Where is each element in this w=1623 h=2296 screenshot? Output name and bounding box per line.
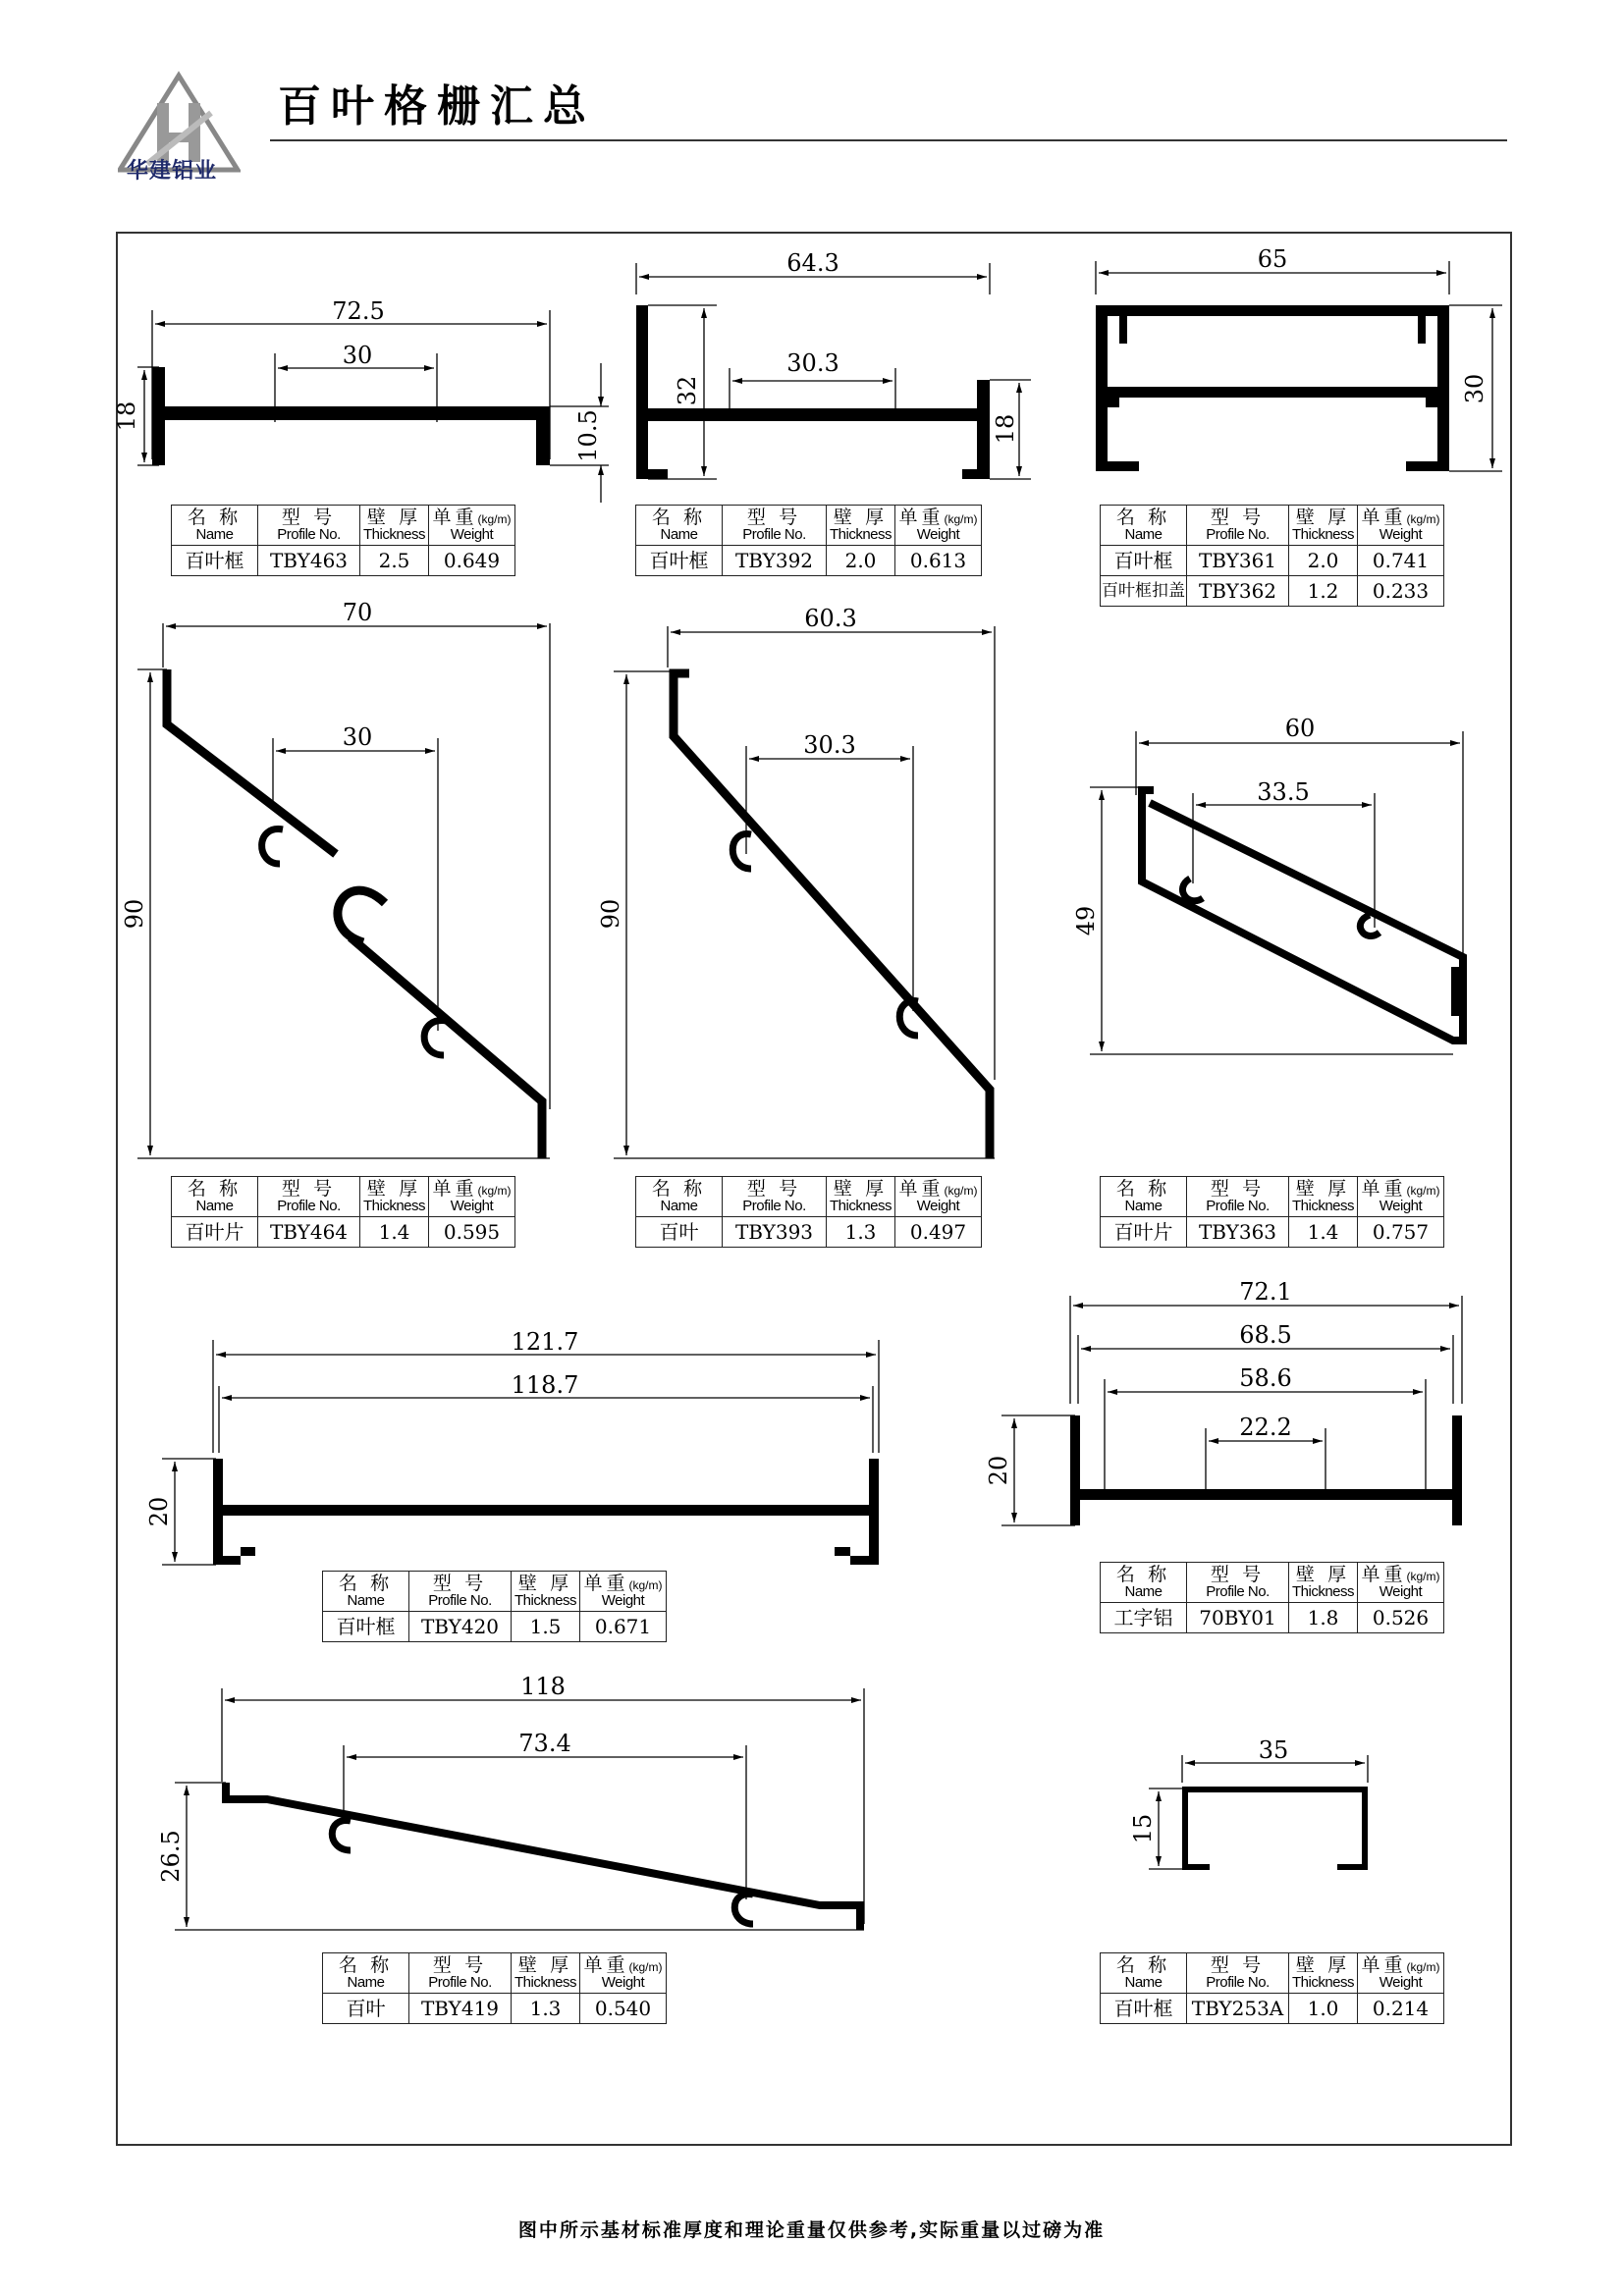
dim-label: 35 <box>1258 1736 1289 1764</box>
header-thickness: 壁 厚 Thickness <box>1289 506 1358 546</box>
header-weight: 单重(kg/m) Weight <box>1358 506 1444 546</box>
dim-label: 33.5 <box>1257 778 1310 806</box>
header-weight: 单重(kg/m) Weight <box>1358 1563 1444 1603</box>
dim-label: 26.5 <box>157 1830 185 1883</box>
dim-label: 32 <box>674 375 701 406</box>
spec-table-70by01 <box>1100 1562 1444 1633</box>
header-profile: 型 号 Profile No. <box>1187 1563 1289 1603</box>
profile-tby253a-drawing <box>1149 1755 1368 1869</box>
header-name: 名 称 Name <box>1101 506 1187 546</box>
table-row: 百叶框 TBY392 2.0 0.613 <box>636 546 982 576</box>
spec-table-tby419 <box>322 1952 667 2024</box>
dim-label: 10.5 <box>574 409 602 462</box>
spec-table-tby253a <box>1100 1952 1444 2024</box>
header-name: 名 称 Name <box>1101 1177 1187 1217</box>
header-thickness: 壁 厚 Thickness <box>512 1953 580 1994</box>
table-row: 百叶框 TBY253A 1.0 0.214 <box>1101 1994 1444 2024</box>
dim-label: 118 <box>520 1673 566 1700</box>
header-name: 名 称 Name <box>1101 1563 1187 1603</box>
header-thickness: 壁 厚 Thickness <box>1289 1953 1358 1994</box>
header-thickness: 壁 厚 Thickness <box>1289 1177 1358 1217</box>
dim-label: 60 <box>1284 715 1316 742</box>
page-title: 百叶格栅汇总 <box>278 81 596 132</box>
dim-label: 30.3 <box>803 731 856 759</box>
dim-label: 30 <box>1461 373 1488 404</box>
spec-table-tby363 <box>1100 1176 1444 1248</box>
header-name: 名 称 Name <box>323 1572 409 1612</box>
dim-label: 18 <box>113 400 140 432</box>
header-name: 名 称 Name <box>323 1953 409 1994</box>
header-thickness: 壁 厚 Thickness <box>827 506 895 546</box>
dim-label: 73.4 <box>518 1730 571 1757</box>
dim-label: 70 <box>342 599 373 626</box>
table-row: 百叶 TBY393 1.3 0.497 <box>636 1217 982 1248</box>
dim-label: 60.3 <box>804 605 857 632</box>
dim-label: 64.3 <box>786 249 839 277</box>
spec-table-tby463 <box>171 505 515 576</box>
dim-label: 49 <box>1072 905 1100 936</box>
table-row: 百叶框 TBY420 1.5 0.671 <box>323 1612 667 1642</box>
profile-tby464-drawing <box>137 623 550 1158</box>
spec-table-tby392 <box>635 505 982 576</box>
dim-label: 121.7 <box>511 1328 579 1356</box>
dim-label: 30.3 <box>786 349 839 377</box>
spec-table-tby464 <box>171 1176 515 1248</box>
table-row: 百叶框 TBY463 2.5 0.649 <box>172 546 515 576</box>
spec-table-tby420 <box>322 1571 667 1642</box>
header-profile: 型 号 Profile No. <box>1187 506 1289 546</box>
header-thickness: 壁 厚 Thickness <box>360 1177 429 1217</box>
dim-label: 15 <box>1129 1813 1157 1844</box>
header-thickness: 壁 厚 Thickness <box>827 1177 895 1217</box>
header-profile: 型 号 Profile No. <box>409 1953 512 1994</box>
dim-label: 118.7 <box>511 1371 579 1399</box>
dim-label: 22.2 <box>1239 1414 1292 1441</box>
header-profile: 型 号 Profile No. <box>409 1572 512 1612</box>
header-thickness: 壁 厚 Thickness <box>360 506 429 546</box>
dim-label: 58.6 <box>1239 1364 1292 1392</box>
dim-label: 72.5 <box>332 297 385 325</box>
header-thickness: 壁 厚 Thickness <box>512 1572 580 1612</box>
header-profile: 型 号 Profile No. <box>723 1177 827 1217</box>
dim-label: 30 <box>342 723 373 751</box>
header-name: 名 称 Name <box>1101 1953 1187 1994</box>
header-weight: 单重(kg/m) Weight <box>895 1177 982 1217</box>
dim-label: 18 <box>992 413 1019 445</box>
header-thickness: 壁 厚 Thickness <box>1289 1563 1358 1603</box>
dim-label: 90 <box>121 898 148 930</box>
dim-label: 65 <box>1257 245 1288 273</box>
header-name: 名 称 Name <box>636 506 723 546</box>
spec-table-tby393 <box>635 1176 982 1248</box>
header-weight: 单重(kg/m) Weight <box>580 1953 667 1994</box>
header-weight: 单重(kg/m) Weight <box>895 506 982 546</box>
header-weight: 单重(kg/m) Weight <box>1358 1177 1444 1217</box>
header-weight: 单重(kg/m) Weight <box>429 1177 515 1217</box>
dim-label: 72.1 <box>1239 1278 1292 1306</box>
header-weight: 单重(kg/m) Weight <box>1358 1953 1444 1994</box>
dim-label: 90 <box>597 898 624 930</box>
table-row: 工字铝 70BY01 1.8 0.526 <box>1101 1603 1444 1633</box>
footer-note: 图中所示基材标准厚度和理论重量仅供参考,实际重量以过磅为准 <box>517 2219 1106 2241</box>
header-profile: 型 号 Profile No. <box>1187 1177 1289 1217</box>
header-profile: 型 号 Profile No. <box>1187 1953 1289 1994</box>
table-row: 百叶框 TBY361 2.0 0.741 <box>1101 546 1444 576</box>
header-name: 名 称 Name <box>172 1177 258 1217</box>
company-logo-text: 华建铝业 <box>126 159 217 184</box>
header-profile: 型 号 Profile No. <box>723 506 827 546</box>
header-profile: 型 号 Profile No. <box>258 1177 360 1217</box>
header-name: 名 称 Name <box>172 506 258 546</box>
table-row: 百叶片 TBY464 1.4 0.595 <box>172 1217 515 1248</box>
header-name: 名 称 Name <box>636 1177 723 1217</box>
dim-label: 20 <box>145 1496 173 1527</box>
table-row: 百叶 TBY419 1.3 0.540 <box>323 1994 667 2024</box>
table-row: 百叶框扣盖 TBY362 1.2 0.233 <box>1101 576 1444 607</box>
dim-label: 20 <box>985 1455 1012 1486</box>
dim-label: 30 <box>342 342 373 369</box>
header-weight: 单重(kg/m) Weight <box>429 506 515 546</box>
header-weight: 单重(kg/m) Weight <box>580 1572 667 1612</box>
spec-table-tby361 <box>1100 505 1444 607</box>
header-profile: 型 号 Profile No. <box>258 506 360 546</box>
dim-label: 68.5 <box>1239 1321 1292 1349</box>
table-row: 百叶片 TBY363 1.4 0.757 <box>1101 1217 1444 1248</box>
